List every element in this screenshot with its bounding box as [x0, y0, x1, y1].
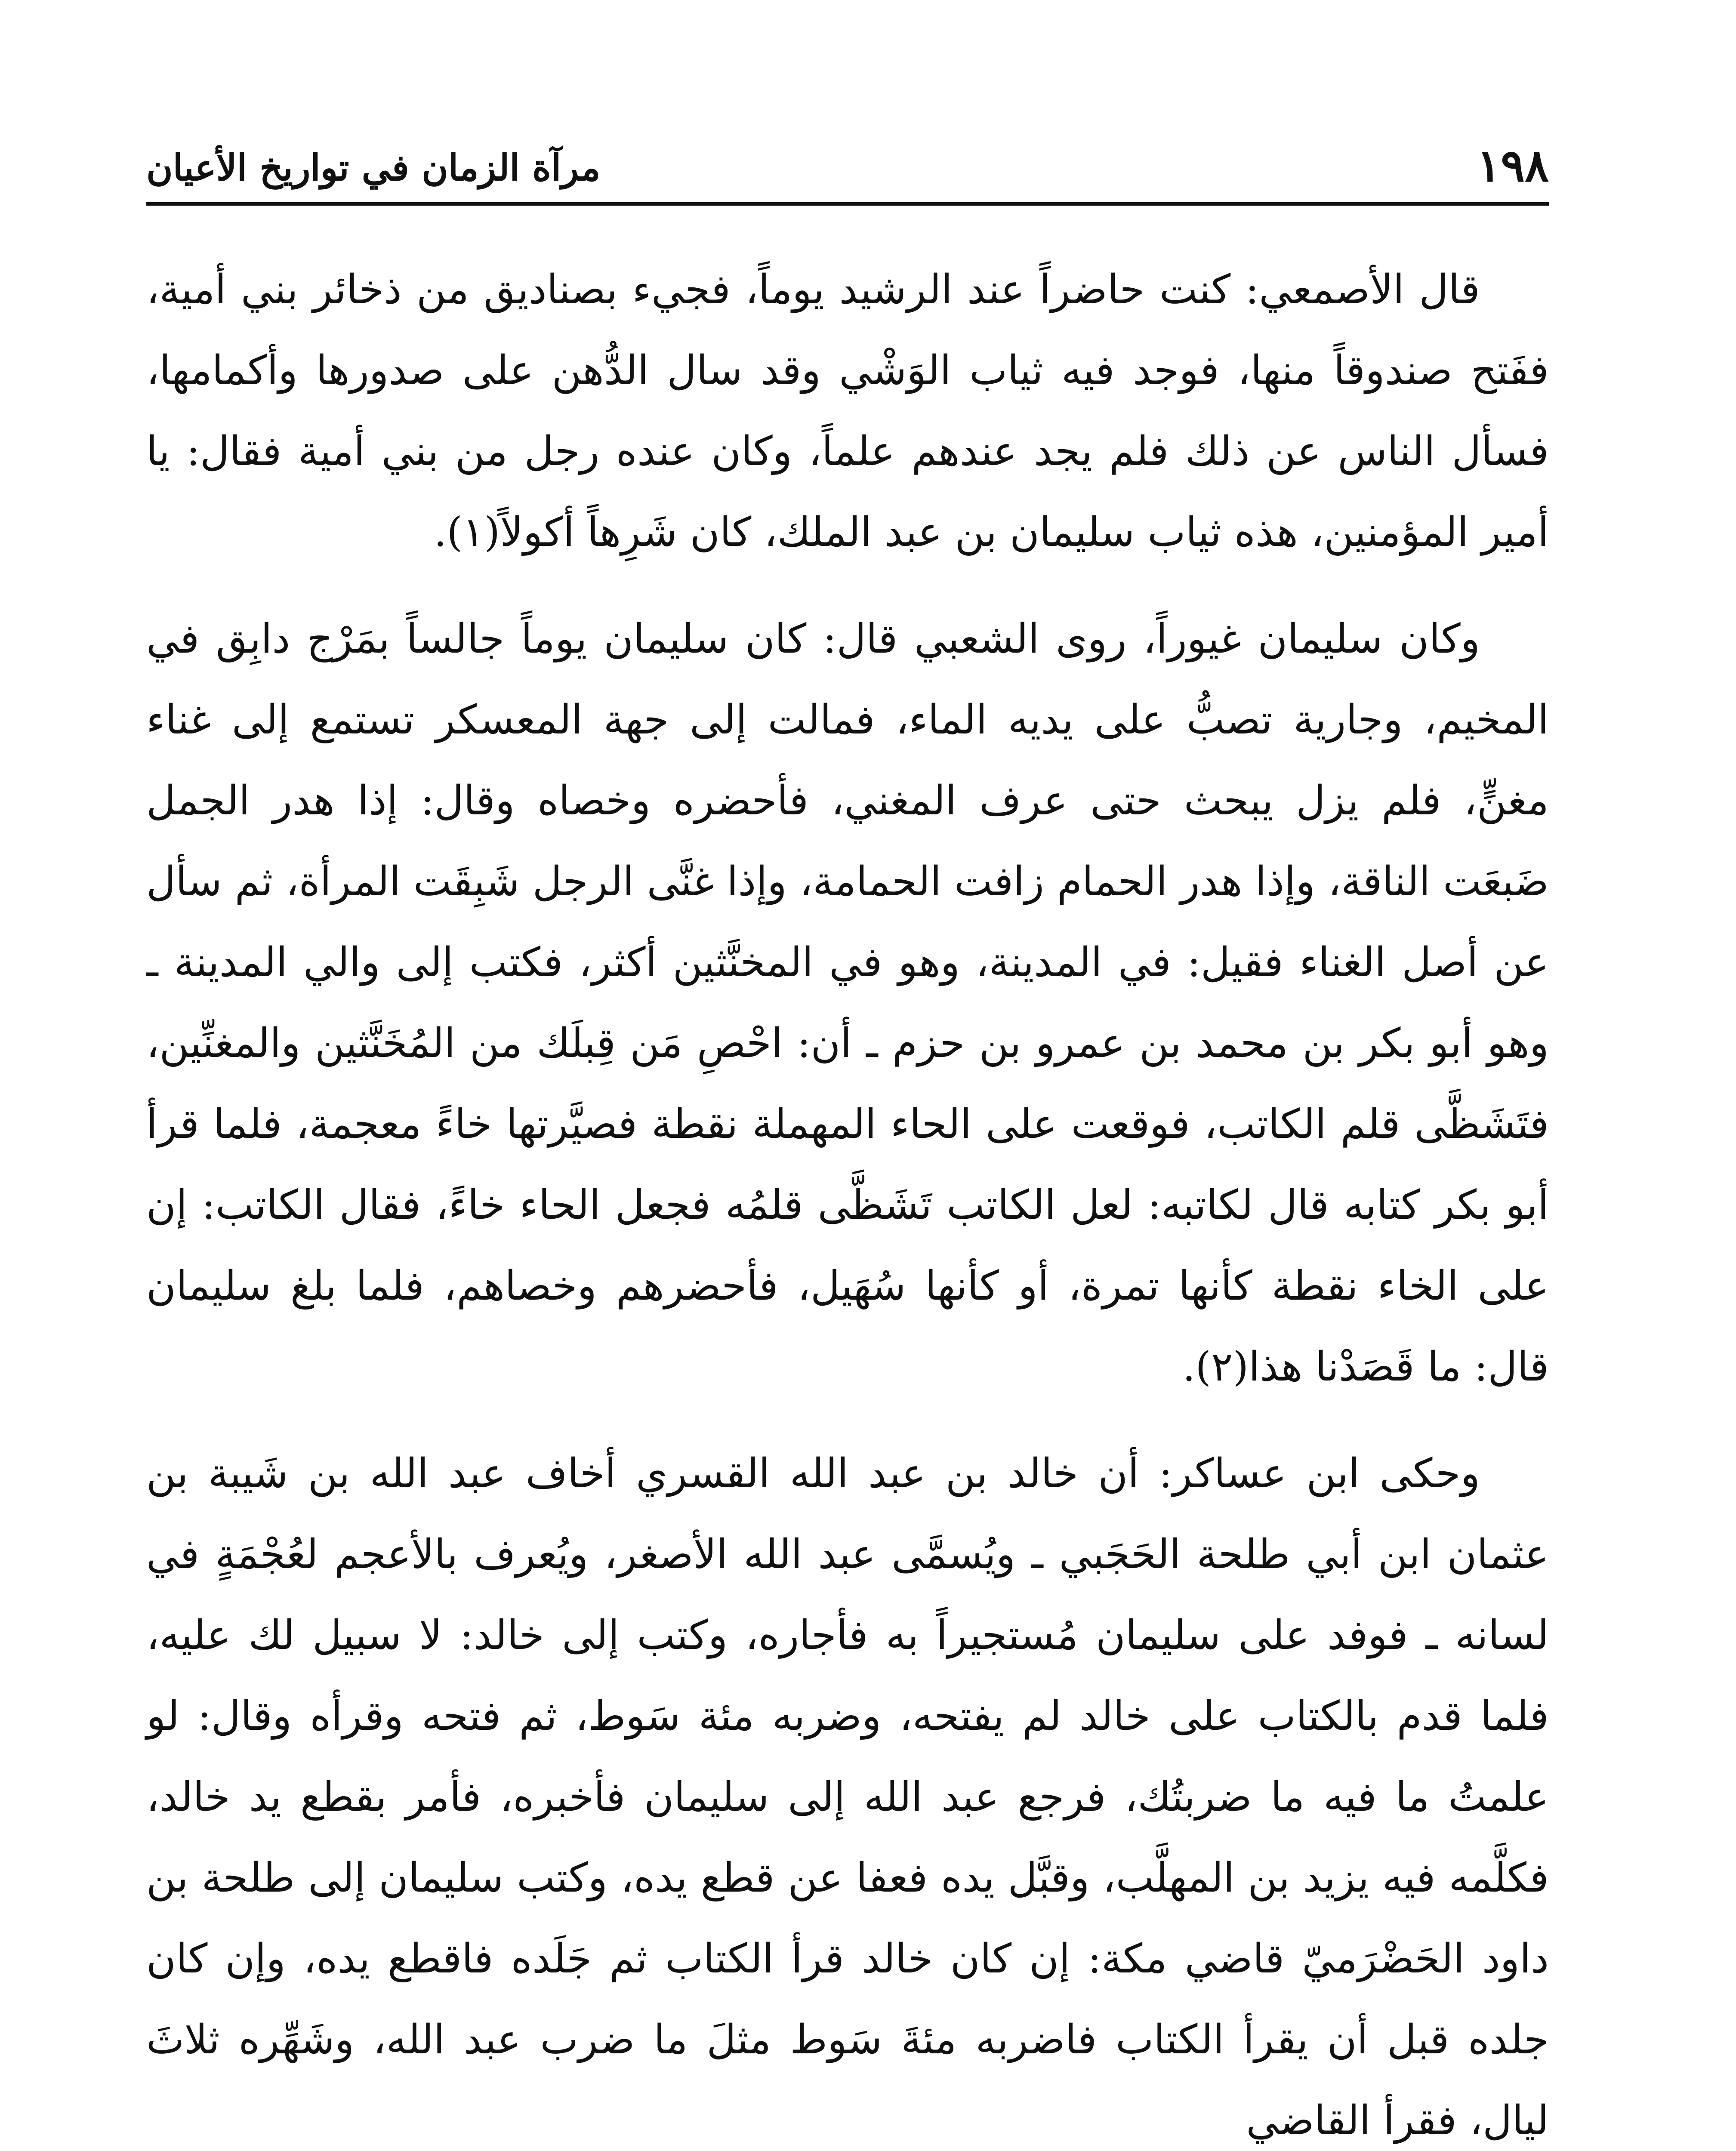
page-header: [146, 129, 1549, 206]
paragraph-ibn-asakir-account: وحكى ابن عساكر: أن خالد بن عبد الله القسري أخاف عبد الله بن شَيبة بن عثمان ابن أبي طلحة الحَجَبي ـ ويُسمَّى عبد الله الأصغر، ويُعرف بالأعجم لعُجْمَةٍ في لسانه ـ فوفد على سليمان مُستجيراً به فأجاره، وكتب إلى خالد: لا سبيل لك عليه، فلما قدم بالكتاب على خالد لم يفتحه، وضربه مئة سَوط، ثم فتحه وقرأه وقال: لو علمتُ ما فيه ما ضربتُك، فرجع عبد الله إلى سليمان فأخبره، فأمر بقطع يد خالد، فكلَّمه فيه يزيد بن المهلَّب، وقبَّل يده فعفا عن قطع يده، وكتب سليمان إلى طلحة بن داود الحَضْرَميّ قاضي مكة: إن كان خالد قرأ الكتاب ثم جَلَده فاقطع يده، وإن كان جلده قبل أن يقرأ الكتاب فاضربه مئةَ سَوط مثلَ ما ضرب عبد الله، وشَهِّره ثلاثَ ليال، فقرأ القاضي: [146, 1450, 1549, 2144]
page-number: ١٩٨: [1477, 139, 1549, 192]
running-title: مرآة الزمان في تواريخ الأعيان: [146, 146, 601, 189]
body-text: [146, 250, 1549, 2151]
paragraph-asmai-anecdote: قال الأصمعي: كنت حاضراً عند الرشيد يوماً، فجيء بصناديق من ذخائر بني أمية، ففَتح صندوقاً منها، فوجد فيه ثياب الوَشْي وقد سال الدُّهن على صدورها وأكمامها، فسأل الناس عن ذلك فلم يجد عندهم علماً، وكان عنده رجل من بني أمية فقال: يا أمير المؤمنين، هذه ثياب سليمان بن عبد الملك، كان شَرِهاً أكولاً(١).: [146, 266, 1549, 556]
paragraph-sulayman-jealousy: وكان سليمان غيوراً، روى الشعبي قال: كان سليمان يوماً جالساً بمَرْج دابِق في المخيم، وجارية تصبُّ على يديه الماء، فمالت إلى جهة المعسكر تستمع إلى غناء مغنٍّ، فلم يزل يبحث حتى عرف المغني، فأحضره وخصاه وقال: إذا هدر الجمل ضَبعَت الناقة، وإذا هدر الحمام زافت الحمامة، وإذا غنَّى الرجل شَبِقَت المرأة، ثم سأل عن أصل الغناء فقيل: في المدينة، وهو في المخنَّثين أكثر، فكتب إلى والي المدينة ـ وهو أبو بكر بن محمد بن عمرو بن حزم ـ أن: احْصِ مَن قِبلَك من المُخَنَّثين والمغنِّين، فتَشَظَّى قلم الكاتب، فوقعت على الحاء المهملة نقطة فصيَّرتها خاءً معجمة، فلما قرأ أبو بكر كتابه قال لكاتبه: لعل الكاتب تَشَظَّى قلمُه فجعل الحاء خاءً، فقال الكاتب: إن على الخاء نقطة كأنها تمرة، أو كأنها سُهَيل، فأحضرهم وخصاهم، فلما بلغ سليمان قال: ما قَصَدْنا هذا(٢).: [146, 616, 1549, 1390]
